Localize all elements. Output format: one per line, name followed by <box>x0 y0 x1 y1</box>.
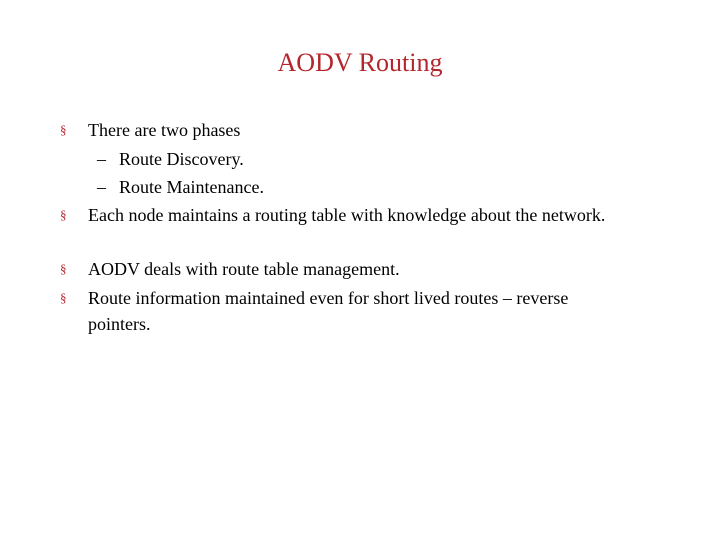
dash-marker: – <box>97 177 106 197</box>
sub-bullet-text: Route Discovery. <box>119 149 244 169</box>
section-sign-icon: § <box>60 122 67 137</box>
dash-marker: – <box>97 149 106 169</box>
section-sign-icon: § <box>60 207 67 222</box>
bullet-text-continuation: pointers. <box>88 314 151 334</box>
bullet-text: AODV deals with route table management. <box>88 259 400 279</box>
slide-title: AODV Routing <box>277 48 443 77</box>
bullet-text: Each node maintains a routing table with knowledge about the network. <box>88 205 606 225</box>
bullet-text: There are two phases <box>88 120 241 140</box>
section-sign-icon: § <box>60 261 67 276</box>
sub-bullet-text: Route Maintenance. <box>119 177 264 197</box>
bullet-text: Route information maintained even for short lived routes – reverse <box>88 288 569 308</box>
section-sign-icon: § <box>60 290 67 305</box>
